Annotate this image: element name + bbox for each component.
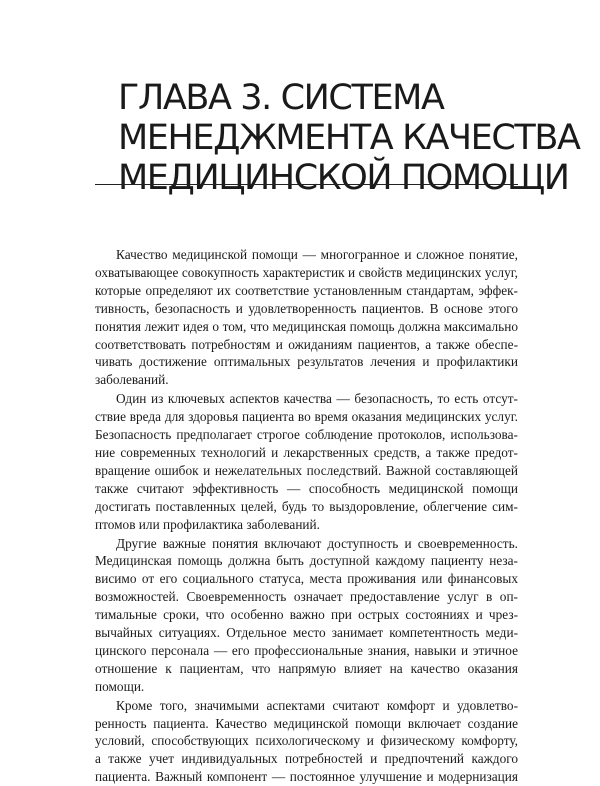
paragraph bbox=[95, 535, 518, 696]
text-line: соответствовать потребностям и ожиданиям пациентов, а также обеспе- bbox=[95, 336, 518, 352]
text-line: тимальные сроки, что особенно важно при острых состояниях и чрез- bbox=[95, 607, 518, 623]
text-line: понятия лежит идея о том, что медицинская помощь должна максимально bbox=[95, 318, 518, 334]
text-line: Кроме того, значимыми аспектами считают комфорт и удовлетво- bbox=[116, 697, 518, 713]
text-line: цинского персонала — его профессиональные знания, навыки и этичное bbox=[95, 642, 518, 658]
text-line: Качество медицинской помощи — многогранное и сложное понятие, bbox=[116, 247, 518, 262]
text-line: Один из ключевых аспектов качества — безопасность, то есть отсут- bbox=[116, 391, 518, 407]
text-line: тивность, безопасность и удовлетворенность пациентов. В основе этого bbox=[95, 300, 518, 316]
chapter-body bbox=[95, 246, 518, 786]
text-line: охватывающее совокупность характеристик и свойств медицинских услуг, bbox=[95, 264, 518, 280]
text-line: Безопасность предполагает строгое соблюдение протоколов, использова- bbox=[95, 427, 518, 443]
text-line: вычайных ситуациях. Отдельное место занимает компетентность меди- bbox=[95, 625, 518, 641]
text-line: птомов или профилактика заболеваний. bbox=[95, 516, 320, 532]
text-line: Другие важные понятия включают доступность и своевременность. bbox=[116, 535, 518, 551]
text-line: ренность пациента. Качество медицинской помощи включает создание bbox=[95, 715, 518, 731]
chapter-title-line: ГЛАВА 3. СИСТЕМА bbox=[118, 78, 444, 118]
text-line: висимо от его социального статуса, места проживания или финансовых bbox=[95, 571, 518, 587]
title-divider bbox=[95, 184, 518, 185]
text-line: отношение к пациентам, что напрямую влияет на качество оказания bbox=[95, 660, 518, 676]
chapter-title-line: МЕНЕДЖМЕНТА КАЧЕСТВА bbox=[118, 118, 580, 158]
text-line: условий, способствующих психологическому и физическому комфорту, bbox=[95, 733, 518, 749]
paragraph bbox=[95, 390, 518, 533]
chapter-title bbox=[118, 78, 580, 198]
text-line: помощи. bbox=[95, 678, 145, 694]
text-line: заболеваний. bbox=[95, 372, 169, 388]
text-line: также считают эффективность — способность медицинской помощи bbox=[95, 480, 518, 496]
text-line: возможностей. Своевременность означает предоставление услуг в оп- bbox=[95, 589, 518, 605]
text-line: достигать поставленных целей, будь то выздоровление, облегчение сим- bbox=[95, 498, 518, 514]
text-line: пациента. Важный компонент — постоянное улучшение и модернизация bbox=[95, 769, 518, 785]
text-line: ствие вреда для здоровья пациента во время оказания медицинских услуг. bbox=[95, 409, 518, 425]
paragraph bbox=[95, 697, 518, 786]
chapter-title-line: МЕДИЦИНСКОЙ ПОМОЩИ bbox=[118, 158, 569, 198]
text-line: а также учет индивидуальных потребностей и предпочтений каждого bbox=[95, 751, 518, 767]
text-line: Медицинская помощь должна быть доступной каждому пациенту неза- bbox=[95, 553, 518, 569]
text-line: чивать достижение оптимальных результатов лечения и профилактики bbox=[95, 354, 518, 370]
text-line: ние современных технологий и лекарственных средств, а также предот- bbox=[95, 444, 518, 460]
paragraph bbox=[95, 246, 518, 389]
text-line: которые определяют их соответствие установленным стандартам, эффек- bbox=[95, 282, 518, 298]
text-line: вращение ошибок и нежелательных последствий. Важной составляющей bbox=[95, 462, 518, 478]
